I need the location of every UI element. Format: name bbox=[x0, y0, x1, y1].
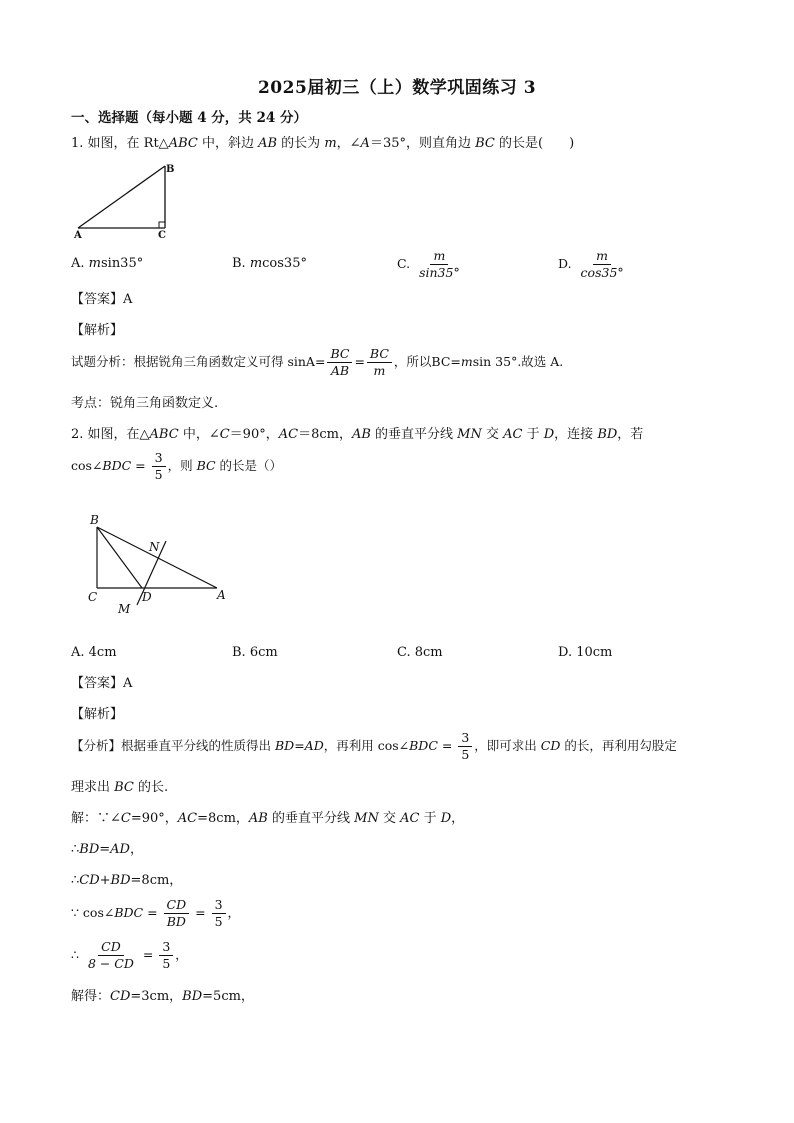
q2-solution-line1: 解：∵∠C=90°，AC=8cm，AB 的垂直平分线 MN 交 AC 于 D， bbox=[71, 811, 465, 826]
q2-stem-line1: 2. 如图，在△ABC 中，∠C＝90°，AC＝8cm，AB 的垂直平分线 MN 交 AC 于 D，连接 BD，若 bbox=[71, 427, 644, 442]
q1-option-d[interactable]: D. $\frac{m}{\cos 35^\circ}$ bbox=[558, 248, 624, 280]
label-d: D bbox=[142, 590, 152, 604]
q2-fenxi-line1: 【分析】根据垂直平分线的性质得出 BD=AD，再利用 cos∠BDC = $\frac{3}{5}$ ，即可求出 CD 的长，再利用勾股定 bbox=[71, 730, 677, 762]
q2-option-a[interactable]: A. 4cm bbox=[71, 645, 117, 660]
q2-solution-line6: 解得：CD=3cm，BD=5cm， bbox=[71, 989, 254, 1004]
label-a: A bbox=[74, 230, 82, 240]
q2-solution-line3: ∴CD+BD=8cm， bbox=[71, 873, 183, 888]
side-ba bbox=[97, 527, 217, 588]
q1-answer: 【答案】A bbox=[71, 292, 133, 307]
q2-solution-line5: ∴ $\frac{CD}{8 - CD}$ = $\frac{3}{5}$ ， bbox=[71, 939, 188, 971]
side-ab bbox=[78, 166, 165, 228]
section-heading: 一、选择题（每小题 4 分，共 24 分） bbox=[71, 110, 307, 126]
label-a: A bbox=[217, 588, 226, 602]
q2-option-b[interactable]: B. 6cm bbox=[232, 645, 278, 660]
label-c: C bbox=[158, 230, 166, 240]
q1-option-a[interactable]: A. msin35° bbox=[71, 256, 144, 271]
q1-keypoint: 考点：锐角三角函数定义. bbox=[71, 396, 219, 411]
q1-stem: 1. 如图，在 Rt△ABC 中，斜边 AB 的长为 m，∠A＝35°，则直角边 BC 的长是( ) bbox=[71, 136, 575, 151]
label-m: M bbox=[118, 602, 131, 616]
q2-solution-line2: ∴BD=AD， bbox=[71, 842, 143, 857]
segment-bd bbox=[97, 527, 142, 588]
q2-solution-line4: ∵ cos∠BDC = $\frac{CD}{BD}$ = $\frac{3}{5}$ ， bbox=[71, 897, 241, 929]
q2-triangle-figure bbox=[80, 505, 240, 620]
q1-analysis: 试题分析：根据锐角三角函数定义可得 sinA= $\frac{BC}{AB}$ = $\frac{BC}{m}$ ，所以BC=msin 35°.故选 A. bbox=[71, 346, 564, 378]
label-c: C bbox=[88, 590, 98, 604]
q1-option-c[interactable]: C. $\frac{m}{\sin 35^\circ}$ bbox=[397, 248, 460, 280]
q2-stem-line2: cos∠BDC = $\frac{3}{5}$ ，则 BC 的长是（） bbox=[71, 450, 283, 482]
label-b: B bbox=[90, 513, 99, 527]
q2-analysis-title: 【解析】 bbox=[71, 707, 124, 722]
q2-fenxi-line2: 理求出 BC 的长. bbox=[71, 780, 169, 795]
q1-analysis-title: 【解析】 bbox=[71, 323, 124, 338]
q2-option-c[interactable]: C. 8cm bbox=[397, 645, 443, 660]
q2-option-d[interactable]: D. 10cm bbox=[558, 645, 613, 660]
label-b: B bbox=[166, 164, 175, 175]
label-n: N bbox=[149, 540, 160, 554]
q2-answer: 【答案】A bbox=[71, 676, 133, 691]
q1-option-b[interactable]: B. mcos35° bbox=[232, 256, 307, 271]
q1-triangle-figure bbox=[70, 160, 180, 240]
page-title: 2025届初三（上）数学巩固练习 3 bbox=[257, 78, 537, 98]
right-angle-mark bbox=[159, 222, 165, 228]
